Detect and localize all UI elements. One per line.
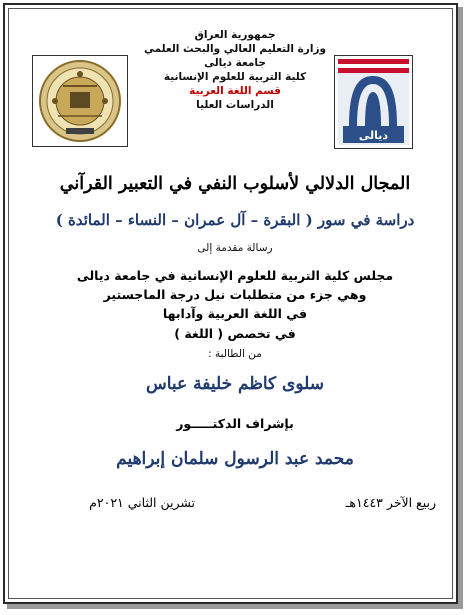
- university-logo-text: ديالى: [358, 129, 389, 142]
- body-line-requirement: وهي جزء من متطلبات نيل درجة الماجستير: [103, 287, 367, 302]
- header-line-graduate-studies: الدراسات العليا: [196, 99, 274, 111]
- university-emblem-icon: [335, 56, 412, 148]
- header-line-college: كلية التربية للعلوم الإنسانية: [163, 71, 307, 83]
- student-label: من الطالبة :: [208, 348, 262, 360]
- header-line-university: جامعة ديالى: [204, 57, 266, 69]
- frame-shadow-right: [458, 7, 463, 608]
- header-line-ministry: وزارة التعليم العالي والبحث العلمي: [143, 43, 327, 55]
- college-seal-logo: [32, 55, 128, 147]
- body-line-council: مجلس كلية التربية للعلوم الإنسانية في جامعة ديالى: [76, 268, 394, 283]
- frame-shadow-bottom: [7, 604, 463, 609]
- supervision-label: بإشراف الدكتـــــور: [176, 416, 294, 431]
- seal-emblem-icon: [33, 56, 127, 146]
- hijri-date: ربيع الآخر ١٤٤٣هـ: [345, 495, 436, 510]
- student-name: سلوى كاظم خليفة عباس: [145, 374, 325, 394]
- gregorian-date: تشرين الثاني ٢٠٢١م: [89, 495, 195, 510]
- body-line-field: في اللغة العربية وآدابها: [162, 306, 308, 321]
- thesis-title: المجال الدلالي لأسلوب النفي في التعبير القرآني: [59, 174, 411, 194]
- supervisor-name: محمد عبد الرسول سلمان إبراهيم: [116, 449, 354, 469]
- body-line-specialty: في تخصص ( اللغة ): [174, 326, 296, 341]
- submission-intro: رسالة مقدمة إلى: [197, 242, 273, 254]
- header-line-department: قسم اللغة العربية: [189, 85, 281, 97]
- header-line-country: جمهورية العراق: [194, 29, 276, 41]
- university-logo: [334, 55, 413, 149]
- thesis-subtitle: دراسة في سور ( البقرة – آل عمران – النساء – المائدة ): [55, 211, 415, 229]
